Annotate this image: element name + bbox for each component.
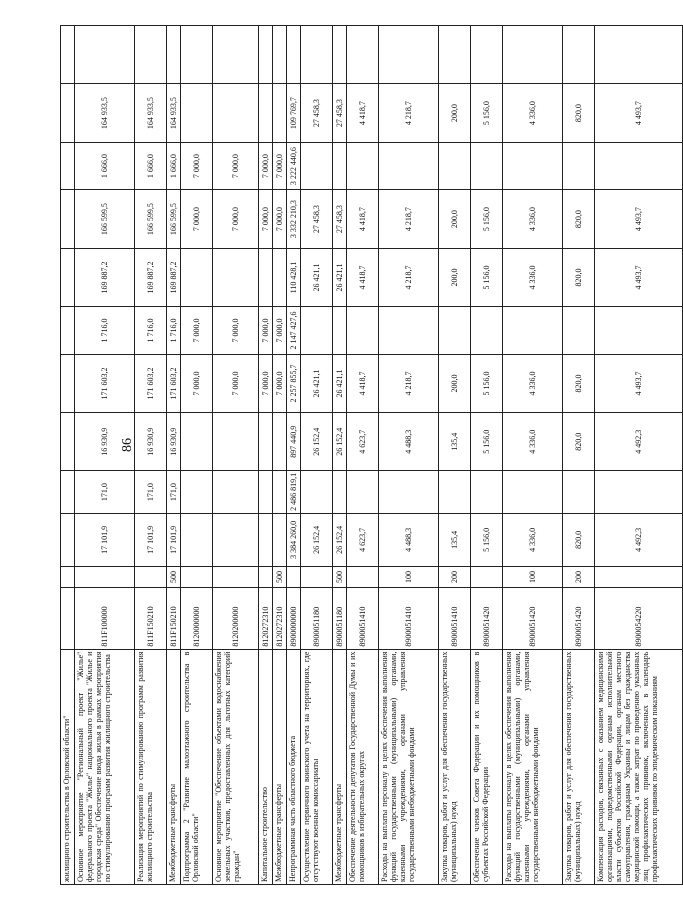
row-value-cell: 26 421,1 (301, 354, 333, 412)
row-value-cell (75, 26, 135, 84)
row-value-cell: 820,0 (563, 190, 595, 248)
table-row (301, 26, 333, 885)
row-name-cell: Расходы на выплаты персоналу в целях обеспечения выполнения функций государственными (муниципальными) органами, казенными учреждениями, органами управления государственными внебюджетными фондами (379, 649, 439, 884)
row-value-cell (301, 142, 333, 190)
row-value-cell: 1 716,0 (135, 307, 167, 355)
row-vr-cell (287, 566, 301, 587)
row-value-cell: 171 603,2 (75, 354, 135, 412)
row-value-cell (61, 142, 75, 190)
row-code-cell: 811F150210 (135, 588, 167, 650)
row-value-cell: 4 493,7 (595, 248, 683, 306)
row-code-cell: 8900051180 (333, 588, 347, 650)
row-value-cell: 4 218,7 (379, 84, 439, 142)
table-row (333, 26, 347, 885)
row-value-cell: 1 666,0 (75, 142, 135, 190)
row-value-cell: 4 218,7 (379, 248, 439, 306)
row-value-cell: 4 336,0 (503, 248, 563, 306)
row-value-cell: 17 101,9 (167, 513, 181, 566)
table-row (61, 26, 75, 885)
row-value-cell (563, 471, 595, 513)
row-value-cell: 5 156,0 (471, 354, 503, 412)
row-value-cell: 5 156,0 (471, 190, 503, 248)
row-value-cell: 4 493,7 (595, 190, 683, 248)
row-value-cell: 820,0 (563, 513, 595, 566)
row-value-cell: 27 458,3 (333, 84, 347, 142)
row-value-cell (167, 26, 181, 84)
row-code-cell: 8900051410 (379, 588, 439, 650)
row-vr-cell (301, 566, 333, 587)
row-value-cell: 5 156,0 (471, 248, 503, 306)
row-name-cell: Обеспечение деятельности депутатов Государственной Думы и их помощников в избирательных округах (347, 649, 379, 884)
row-name-cell: жилищного строительства в Орловской области" (61, 649, 75, 884)
row-code-cell: 8120200000 (213, 588, 259, 650)
row-name-cell: Капитальное строительство (259, 649, 273, 884)
table-row (75, 26, 135, 885)
row-value-cell (471, 26, 503, 84)
row-value-cell (259, 26, 273, 84)
row-value-cell (471, 471, 503, 513)
row-value-cell (503, 26, 563, 84)
row-value-cell: 171,0 (75, 471, 135, 513)
row-value-cell: 7 000,0 (181, 190, 213, 248)
row-value-cell (503, 307, 563, 355)
row-value-cell (181, 84, 213, 142)
row-name-cell: Обеспечение членов Совета Федерации и их помощников в субъектах Российской Федерации (471, 649, 503, 884)
row-value-cell (333, 307, 347, 355)
row-value-cell (347, 471, 379, 513)
row-name-cell: Осуществление первичного воинского учета на территориях, где отсутствуют военные комиссариаты (301, 649, 333, 884)
row-value-cell: 4 492,3 (595, 513, 683, 566)
row-value-cell (563, 26, 595, 84)
table-row (213, 26, 259, 885)
row-value-cell: 897 440,9 (287, 413, 301, 471)
row-value-cell: 164 933,5 (135, 84, 167, 142)
row-value-cell (595, 471, 683, 513)
row-value-cell (347, 142, 379, 190)
row-value-cell: 109 769,7 (287, 84, 301, 142)
row-code-cell: 8900051420 (471, 588, 503, 650)
row-value-cell: 4 493,7 (595, 354, 683, 412)
row-value-cell: 26 152,4 (301, 513, 333, 566)
row-value-cell: 166 599,5 (75, 190, 135, 248)
row-value-cell (61, 26, 75, 84)
row-value-cell (213, 26, 259, 84)
row-value-cell (259, 471, 273, 513)
row-value-cell: 7 000,0 (273, 307, 287, 355)
row-value-cell (301, 307, 333, 355)
row-value-cell (301, 471, 333, 513)
row-value-cell: 4 218,7 (379, 190, 439, 248)
row-value-cell (259, 513, 273, 566)
row-value-cell: 2 147 427,6 (287, 307, 301, 355)
table-row (135, 26, 167, 885)
table-row (347, 26, 379, 885)
row-value-cell (471, 142, 503, 190)
row-name-cell: Реализация мероприятий по стимулированию программ развития жилищного строительства (135, 649, 167, 884)
row-value-cell: 17 101,9 (135, 513, 167, 566)
row-name-cell: Основное мероприятие "Региональный проект "Жилье" федерального проекта "Жилье" национального проекта "Жилье и городская среда" Обеспечение ввода жилья в рамках мероприятия по стимулированию программ развития жилищного строительства (75, 649, 135, 884)
row-value-cell: 135,4 (439, 513, 471, 566)
row-name-cell: Основное мероприятие "Обеспечение объектами водоснабжения земельных участков, предоставленных для льготных категорий граждан" (213, 649, 259, 884)
row-value-cell: 7 000,0 (213, 307, 259, 355)
row-value-cell: 26 421,1 (333, 354, 347, 412)
row-value-cell: 26 421,1 (301, 248, 333, 306)
row-code-cell: 8120272310 (273, 588, 287, 650)
row-value-cell (439, 26, 471, 84)
row-value-cell: 1 666,0 (135, 142, 167, 190)
row-name-cell: Расходы на выплаты персоналу в целях обеспечения выполнения функций государственными (муниципальными) органами, казенными учреждениями, органами управления государственными внебюджетными фондами (503, 649, 563, 884)
row-value-cell: 4 336,0 (503, 84, 563, 142)
row-value-cell: 26 152,4 (301, 413, 333, 471)
row-value-cell: 5 156,0 (471, 513, 503, 566)
row-vr-cell (135, 566, 167, 587)
row-vr-cell (595, 566, 683, 587)
row-value-cell (379, 26, 439, 84)
row-code-cell (61, 588, 75, 650)
row-value-cell: 27 458,3 (301, 190, 333, 248)
row-name-cell: Межбюджетные трансферты (333, 649, 347, 884)
row-code-cell: 8900054220 (595, 588, 683, 650)
row-value-cell (213, 513, 259, 566)
row-value-cell (595, 26, 683, 84)
row-vr-cell: 200 (563, 566, 595, 587)
row-value-cell (61, 413, 75, 471)
row-value-cell (287, 26, 301, 84)
row-value-cell (563, 142, 595, 190)
table-row (167, 26, 181, 885)
row-value-cell (259, 413, 273, 471)
table-row (471, 26, 503, 885)
row-value-cell: 1 716,0 (167, 307, 181, 355)
row-value-cell: 4 218,7 (379, 354, 439, 412)
row-code-cell: 811F150210 (167, 588, 181, 650)
row-value-cell: 3 384 260,0 (287, 513, 301, 566)
row-value-cell: 200,0 (439, 84, 471, 142)
row-value-cell (347, 26, 379, 84)
row-value-cell: 3 332 210,3 (287, 190, 301, 248)
budget-table-sheet (60, 25, 659, 885)
row-value-cell (181, 413, 213, 471)
row-vr-cell: 100 (503, 566, 563, 587)
row-value-cell: 7 000,0 (273, 190, 287, 248)
row-name-cell: Подпрограмма 2 "Развитие малоэтажного строительства в Орловской области" (181, 649, 213, 884)
table-row (181, 26, 213, 885)
table-row (595, 26, 683, 885)
row-value-cell: 4 336,0 (503, 354, 563, 412)
row-value-cell: 820,0 (563, 413, 595, 471)
row-value-cell (595, 142, 683, 190)
row-value-cell: 820,0 (563, 84, 595, 142)
row-value-cell: 7 000,0 (181, 354, 213, 412)
row-value-cell (273, 413, 287, 471)
table-row (273, 26, 287, 885)
row-value-cell: 164 933,5 (167, 84, 181, 142)
row-value-cell: 200,0 (439, 354, 471, 412)
row-value-cell: 26 152,4 (333, 413, 347, 471)
row-code-cell: 8900000000 (287, 588, 301, 650)
row-value-cell (259, 84, 273, 142)
row-value-cell: 7 000,0 (259, 307, 273, 355)
row-value-cell: 7 000,0 (213, 142, 259, 190)
row-code-cell: 811F100000 (75, 588, 135, 650)
row-value-cell: 3 222 440,6 (287, 142, 301, 190)
row-value-cell: 16 930,9 (167, 413, 181, 471)
row-name-cell: Межбюджетные трансферты (273, 649, 287, 884)
row-value-cell: 4 418,7 (347, 248, 379, 306)
row-name-cell: Непрограммная часть областного бюджета (287, 649, 301, 884)
row-value-cell: 166 599,5 (135, 190, 167, 248)
row-value-cell (61, 248, 75, 306)
row-value-cell: 5 156,0 (471, 84, 503, 142)
row-name-cell: Закупка товаров, работ и услуг для обеспечения государственных (муниципальных) нужд (563, 649, 595, 884)
row-code-cell: 8120000000 (181, 588, 213, 650)
table-row (563, 26, 595, 885)
row-value-cell (471, 307, 503, 355)
row-value-cell (135, 26, 167, 84)
row-value-cell: 26 152,4 (333, 513, 347, 566)
row-value-cell (259, 248, 273, 306)
row-code-cell: 8120272310 (259, 588, 273, 650)
row-value-cell: 7 000,0 (181, 307, 213, 355)
row-vr-cell (61, 566, 75, 587)
row-value-cell: 2 257 855,7 (287, 354, 301, 412)
row-value-cell (273, 513, 287, 566)
row-value-cell: 4 492,3 (595, 413, 683, 471)
row-value-cell (61, 190, 75, 248)
row-value-cell (213, 413, 259, 471)
row-value-cell: 17 101,9 (75, 513, 135, 566)
row-value-cell: 4 336,0 (503, 513, 563, 566)
row-value-cell: 164 933,5 (75, 84, 135, 142)
table-row (259, 26, 273, 885)
row-value-cell: 7 000,0 (213, 354, 259, 412)
row-value-cell: 1 666,0 (167, 142, 181, 190)
row-value-cell (439, 471, 471, 513)
row-value-cell: 135,4 (439, 413, 471, 471)
row-value-cell: 169 887,2 (135, 248, 167, 306)
row-value-cell (213, 471, 259, 513)
table-row (287, 26, 301, 885)
row-value-cell: 16 930,9 (75, 413, 135, 471)
table-row (503, 26, 563, 885)
row-vr-cell (259, 566, 273, 587)
row-value-cell (379, 307, 439, 355)
row-value-cell: 7 000,0 (259, 190, 273, 248)
row-value-cell (273, 248, 287, 306)
row-value-cell: 7 000,0 (213, 190, 259, 248)
row-value-cell: 4 336,0 (503, 413, 563, 471)
row-value-cell (503, 142, 563, 190)
row-value-cell: 4 336,0 (503, 190, 563, 248)
row-vr-cell (213, 566, 259, 587)
row-vr-cell (75, 566, 135, 587)
row-value-cell (61, 84, 75, 142)
row-value-cell (181, 248, 213, 306)
row-value-cell (333, 471, 347, 513)
row-value-cell: 4 418,7 (347, 190, 379, 248)
row-vr-cell (471, 566, 503, 587)
row-value-cell (333, 26, 347, 84)
row-value-cell: 820,0 (563, 248, 595, 306)
row-value-cell: 1 716,0 (75, 307, 135, 355)
row-vr-cell: 500 (273, 566, 287, 587)
row-value-cell: 7 000,0 (259, 354, 273, 412)
row-value-cell (379, 142, 439, 190)
row-name-cell: Межбюджетные трансферты (167, 649, 181, 884)
row-value-cell: 4 623,7 (347, 513, 379, 566)
row-code-cell: 8900051420 (563, 588, 595, 650)
row-value-cell (379, 471, 439, 513)
row-value-cell: 2 486 819,1 (287, 471, 301, 513)
row-value-cell: 110 428,1 (287, 248, 301, 306)
row-value-cell: 4 623,7 (347, 413, 379, 471)
table-row (379, 26, 439, 885)
row-value-cell (439, 142, 471, 190)
row-value-cell (61, 354, 75, 412)
row-vr-cell: 200 (439, 566, 471, 587)
row-value-cell: 171 603,2 (135, 354, 167, 412)
row-value-cell: 200,0 (439, 190, 471, 248)
row-value-cell (61, 307, 75, 355)
row-value-cell: 27 458,3 (301, 84, 333, 142)
row-value-cell: 16 930,9 (135, 413, 167, 471)
row-value-cell (181, 26, 213, 84)
row-value-cell (503, 471, 563, 513)
row-value-cell: 4 493,7 (595, 84, 683, 142)
row-value-cell: 7 000,0 (259, 142, 273, 190)
row-code-cell: 8900051420 (503, 588, 563, 650)
row-code-cell: 8900051410 (439, 588, 471, 650)
row-value-cell: 26 421,1 (333, 248, 347, 306)
row-value-cell (181, 513, 213, 566)
row-value-cell: 5 156,0 (471, 413, 503, 471)
row-code-cell: 8900051410 (347, 588, 379, 650)
page-number: 86 (120, 438, 135, 452)
row-vr-cell (181, 566, 213, 587)
row-value-cell (439, 307, 471, 355)
row-vr-cell: 100 (379, 566, 439, 587)
row-value-cell (563, 307, 595, 355)
row-value-cell: 4 418,7 (347, 84, 379, 142)
row-value-cell: 171 603,2 (167, 354, 181, 412)
row-value-cell (347, 307, 379, 355)
row-value-cell: 166 599,5 (167, 190, 181, 248)
row-value-cell (595, 307, 683, 355)
row-value-cell (213, 248, 259, 306)
row-value-cell: 169 887,2 (75, 248, 135, 306)
row-value-cell (61, 513, 75, 566)
row-name-cell: Закупка товаров, работ и услуг для обеспечения государственных (муниципальных) нужд (439, 649, 471, 884)
table-row (439, 26, 471, 885)
row-value-cell: 7 000,0 (181, 142, 213, 190)
row-value-cell: 169 887,2 (167, 248, 181, 306)
row-value-cell (301, 26, 333, 84)
row-value-cell: 4 418,7 (347, 354, 379, 412)
row-value-cell: 171,0 (167, 471, 181, 513)
row-value-cell (61, 471, 75, 513)
row-value-cell: 820,0 (563, 354, 595, 412)
row-value-cell: 171,0 (135, 471, 167, 513)
row-value-cell (273, 471, 287, 513)
row-value-cell (273, 84, 287, 142)
row-value-cell: 7 000,0 (273, 354, 287, 412)
row-vr-cell (347, 566, 379, 587)
row-value-cell: 200,0 (439, 248, 471, 306)
row-name-cell: Компенсация расходов, связанных с оказанием медицинскими организациями, подведомственными органам исполнительной власти субъектов Российской Федерации, органам местного самоуправления, гражданам Украины и лицам без гражданства медицинской помощи, а также затрат по проведению указанных лиц профилактических прививок, включенных в календарь профилактических прививок по эпидемическим показаниям (595, 649, 683, 884)
row-value-cell (333, 142, 347, 190)
row-value-cell: 4 488,3 (379, 513, 439, 566)
row-value-cell (273, 26, 287, 84)
row-value-cell: 7 000,0 (273, 142, 287, 190)
row-vr-cell: 500 (167, 566, 181, 587)
row-code-cell: 8900051180 (301, 588, 333, 650)
row-vr-cell: 500 (333, 566, 347, 587)
row-value-cell: 27 458,3 (333, 190, 347, 248)
row-value-cell (213, 84, 259, 142)
row-value-cell: 4 488,3 (379, 413, 439, 471)
row-value-cell (181, 471, 213, 513)
budget-table (60, 25, 683, 885)
